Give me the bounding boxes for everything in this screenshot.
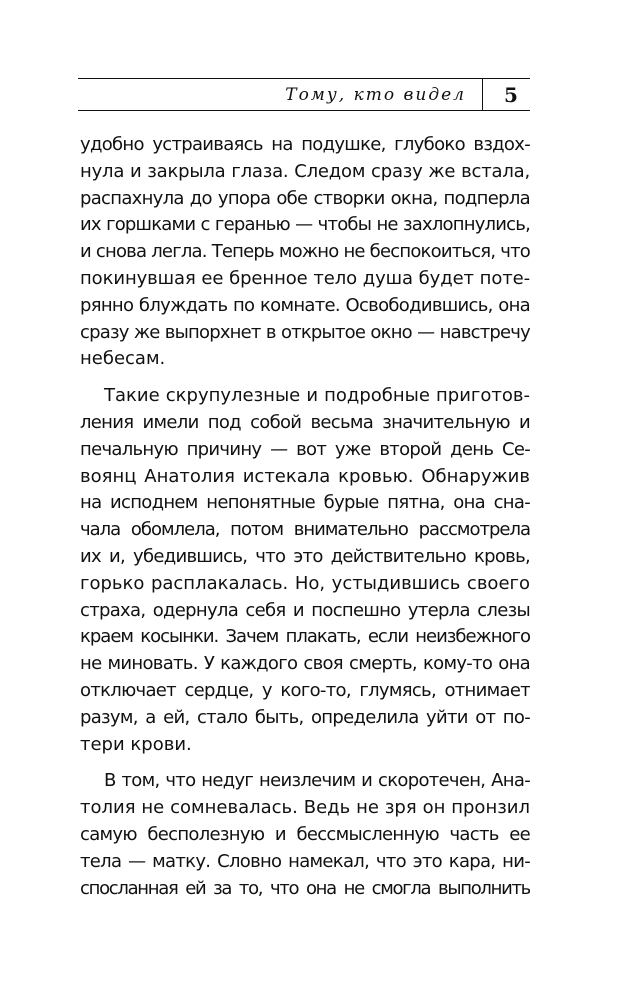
text-line: тела — матку. Словно намекал, что это кара, ни- [80, 850, 530, 872]
text-line: самую бесполезную и бессмысленную часть ее [80, 823, 530, 845]
text-line: разум, а ей, стало быть, определила уйти от по- [80, 706, 530, 728]
paragraph [80, 132, 530, 373]
text-line: воянц Анатолия истекала кровью. Обнаружив [80, 465, 530, 487]
body-text [80, 132, 530, 912]
paragraph [80, 383, 530, 758]
text-line: их и, убедившись, что это действительно кровь, [80, 545, 530, 567]
text-line: Такие скрупулезные и подробные приготов- [104, 385, 530, 407]
text-line: покинувшая ее бренное тело душа будет поте- [80, 267, 530, 289]
header-bottom-rule [78, 110, 530, 111]
text-line: удобно устраиваясь на подушке, глубоко вздох- [80, 134, 530, 155]
text-line: и снова легла. Теперь можно не беспокоиться, что [80, 241, 530, 263]
text-line: горько расплакалась. Но, устыдившись своего [80, 572, 530, 594]
text-line: печальную причину — вот уже второй день Се- [80, 438, 530, 460]
text-line: чала обомлела, потом внимательно рассмотрела [80, 519, 530, 541]
header-top-rule [78, 78, 530, 79]
text-line: на исподнем непонятные бурые пятна, она сна- [80, 492, 530, 514]
text-line: сразу же выпорхнет в открытое окно — навстречу [80, 321, 530, 343]
text-line: нула и закрыла глаза. Следом сразу же встала, [80, 160, 530, 182]
header-divider [482, 78, 483, 110]
paragraph [80, 768, 530, 902]
text-line: рянно блуждать по комнате. Освободившись, она [80, 294, 530, 316]
page-number: 5 [504, 83, 518, 107]
text-line: отключает сердце, у кого-то, глумясь, отнимает [80, 679, 530, 701]
text-line: краем косынки. Зачем плакать, если неизбежного [80, 626, 530, 648]
text-line: распахнула до упора обе створки окна, подперла [80, 187, 530, 209]
text-line: ления имели под собой весьма значительную и [80, 411, 530, 433]
text-line: их горшками с геранью — чтобы не захлопнулись, [80, 214, 530, 236]
text-line: толия не сомневалась. Ведь не зря он пронзил [80, 797, 530, 819]
text-line: В том, что недуг неизлечим и скоротечен, Ана- [104, 770, 530, 792]
text-line: не миновать. У каждого своя смерть, кому-то она [80, 653, 530, 675]
text-line: страха, одернула себя и поспешно утерла слезы [80, 599, 530, 621]
running-head-title: Тому, кто видел [285, 85, 466, 105]
text-line: спосланная ей за то, что она не смогла выполнить [80, 877, 530, 899]
text-line: небесам. [80, 348, 166, 370]
running-header [78, 72, 530, 114]
text-line: тери крови. [80, 733, 192, 755]
